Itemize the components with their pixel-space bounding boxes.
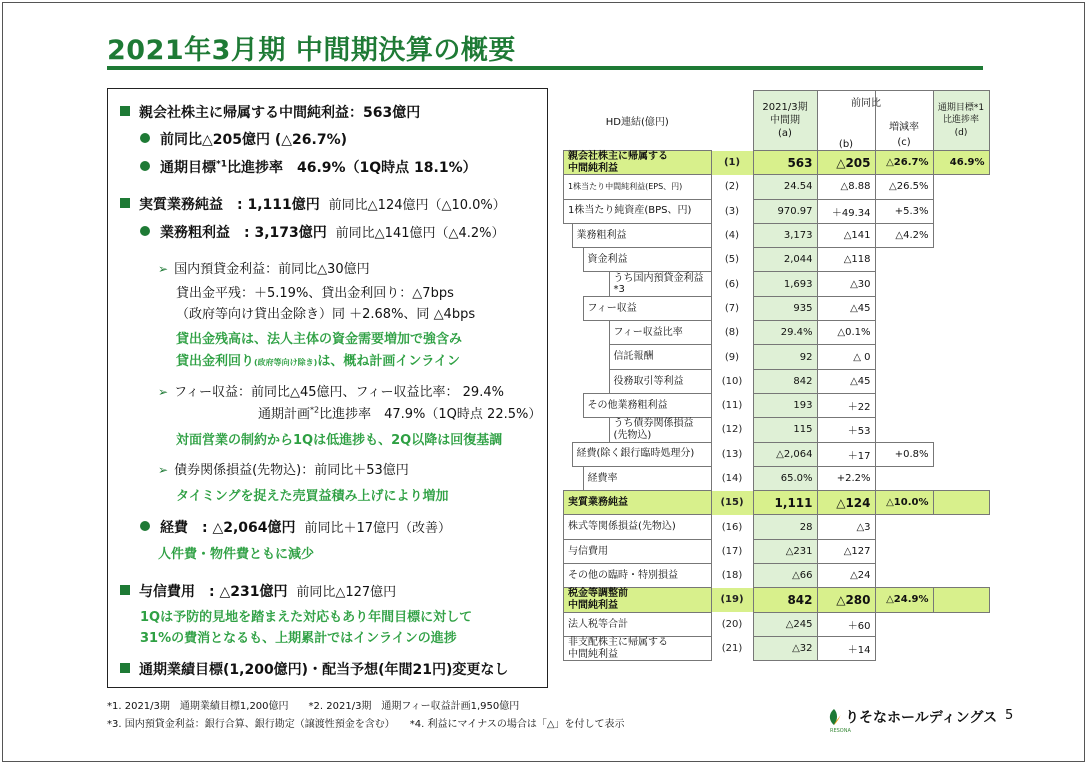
row-label: フィー収益比率 [609,321,711,345]
value-target-progress [933,539,989,563]
table-row [564,345,990,369]
value-target-progress [933,296,989,320]
indent-spacer [572,321,583,345]
circle-bullet-icon [140,521,150,531]
value-target-progress [933,636,989,660]
value-rate: △10.0% [875,491,933,515]
indent-spacer [564,321,573,345]
table-row [564,272,990,296]
value-current: △245 [753,612,817,636]
summary-comment-loan-yield: 貸出金利回り(政府等向け除き)は、概ね計画インライン [176,354,460,369]
value-target-progress [933,564,989,588]
summary-credit-cost: 与信費用 : △231億円 前同比△127億円 [120,581,396,601]
indent-spacer [572,466,583,490]
summary-loan-excl-gov: （政府等向け貸出金除き）同 ＋2.68%、同 △4bps [176,307,476,322]
value-rate: △26.7% [875,151,933,175]
indent-spacer [572,248,583,272]
brand-logo: りそなホールディングス [826,707,997,727]
summary-fee-plan-progress: 通期計画$^{*2}$比進捗率 47.9%（1Q時点 22.5%） [258,405,542,422]
row-number: (7) [724,302,740,314]
table-row [564,175,990,199]
value-target-progress [933,175,989,199]
header-yoy: 前同比 (b) [817,91,875,151]
value-yoy: ＋49.34 [817,199,875,223]
row-label: 法人税等合計 [564,612,712,636]
value-yoy: ＋17 [817,442,875,466]
row-number: (12) [721,424,743,436]
value-yoy: △0.1% [817,321,875,345]
value-target-progress [933,369,989,393]
arrow-bullet-icon: ➢ [158,262,169,276]
value-rate [875,321,933,345]
row-number: (2) [724,181,740,193]
value-yoy: △45 [817,296,875,320]
value-yoy: ＋60 [817,612,875,636]
brand-sub: RESONA [830,728,851,734]
value-rate [875,418,933,442]
square-bullet-icon [120,106,130,116]
summary-comment-expenses: 人件費・物件費ともに減少 [158,547,315,562]
value-current: △231 [753,539,817,563]
value-target-progress [933,491,989,515]
value-target-progress [933,466,989,490]
summary-gross-operating-profit: 業務粗利益 : 3,173億円 前同比△141億円（△4.2%） [140,222,505,242]
value-current: 115 [753,418,817,442]
table-row [564,466,990,490]
indent-spacer [583,272,609,296]
row-label: 役務取引等利益 [609,369,711,393]
resona-logo-icon [826,708,842,726]
row-number: (10) [721,375,743,387]
row-number: (19) [711,588,753,612]
value-rate: +0.8% [875,442,933,466]
value-yoy: △45 [817,369,875,393]
page-number: 5 [1005,708,1014,723]
row-number: (1) [711,151,753,175]
row-number: (6) [724,278,740,290]
value-yoy: ＋14 [817,636,875,660]
table-row [564,442,990,466]
summary-fee-income: ➢ フィー収益：前同比△45億円、フィー収益比率： 29.4% [158,385,504,400]
value-rate [875,466,933,490]
value-current: 65.0% [753,466,817,490]
table-row [564,369,990,393]
row-label: 税金等調整前 中間純利益 [564,588,712,612]
summary-loan-balance: 貸出金平残：＋5.19%、貸出金利回り：△7bps [176,286,454,301]
value-rate [875,248,933,272]
row-label: うち国内預貸金利益 *3 [609,272,711,296]
indent-spacer [564,248,573,272]
value-rate [875,272,933,296]
value-target-progress: 46.9% [933,151,989,175]
value-target-progress [933,612,989,636]
row-label: 株式等関係損益(先物込) [564,515,712,539]
value-current: 3,173 [753,223,817,247]
row-label: 実質業務純益 [564,491,712,515]
value-current: 2,044 [753,248,817,272]
indent-spacer [564,393,573,417]
value-target-progress [933,321,989,345]
indent-spacer [564,418,573,442]
row-label: うち債券関係損益(先物込) [609,418,711,442]
value-rate [875,345,933,369]
row-label: 信託報酬 [609,345,711,369]
value-current: 193 [753,393,817,417]
value-rate [875,612,933,636]
table-row [564,539,990,563]
value-target-progress [933,418,989,442]
value-current: 28 [753,515,817,539]
row-label: 与信費用 [564,539,712,563]
value-target-progress [933,393,989,417]
value-current: △32 [753,636,817,660]
row-label: フィー収益 [583,296,711,320]
value-yoy: +2.2% [817,466,875,490]
value-yoy: △205 [817,151,875,175]
header-rate: 増減率 (c) [875,91,933,151]
indent-spacer [564,369,573,393]
value-target-progress [933,345,989,369]
footnote-2: *3. 国内預貸金利益：銀行合算、銀行勘定（譲渡性預金を含む） *4. 利益にマイナスの場合は「△」を付して表示 [107,719,625,730]
row-number: (17) [721,545,743,557]
value-yoy: △280 [817,588,875,612]
financial-table [563,90,990,661]
page-title: 2021年3月期 中間期決算の概要 [107,35,516,66]
value-target-progress [933,272,989,296]
table-row [564,636,990,660]
table-row [564,393,990,417]
summary-target-progress: 通期目標$^{*1}$比進捗率 46.9%（1Q時点 18.1%） [140,157,477,177]
row-label: 非支配株主に帰属する 中間純利益 [564,636,712,660]
financial-table-body [564,151,990,661]
value-rate [875,564,933,588]
table-row [564,223,990,247]
table-row [564,612,990,636]
value-current: 1,693 [753,272,817,296]
row-label: その他業務粗利益 [583,393,711,417]
indent-spacer [572,369,583,393]
value-target-progress [933,588,989,612]
value-yoy: △30 [817,272,875,296]
summary-net-income: 親会社株主に帰属する中間純利益：563億円 [120,102,420,122]
circle-bullet-icon [140,161,150,171]
value-yoy: △ 0 [817,345,875,369]
summary-domestic-loan-deposit: ➢ 国内預貸金利益：前同比△30億円 [158,262,370,277]
footnote-1: *1. 2021/3期 通期業績目標1,200億円 *2. 2021/3期 通期フィー収益計画1,950億円 [107,701,520,712]
value-current: 92 [753,345,817,369]
summary-comment-credit-1: 1Qは予防的見地を踏まえた対応もあり年間目標に対して [140,610,473,625]
value-rate [875,539,933,563]
value-current: △2,064 [753,442,817,466]
table-row [564,321,990,345]
value-yoy: △3 [817,515,875,539]
indent-spacer [572,393,583,417]
indent-spacer [583,369,609,393]
row-number: (18) [721,570,743,582]
value-current: 842 [753,369,817,393]
value-target-progress [933,442,989,466]
value-yoy: △118 [817,248,875,272]
value-yoy: ＋53 [817,418,875,442]
summary-comment-bond: タイミングを捉えた売買益積み上げにより増加 [176,489,449,504]
title-rule [107,66,983,70]
table-row [564,564,990,588]
header-target: 通期目標*1 比進捗率 (d) [933,91,989,151]
summary-comment-loan-balance: 貸出金残高は、法人主体の資金需要増加で強含み [176,332,463,347]
circle-bullet-icon [140,226,150,236]
square-bullet-icon [120,585,130,595]
value-target-progress [933,248,989,272]
table-row [564,491,990,515]
value-current: △66 [753,564,817,588]
value-current: 563 [753,151,817,175]
table-row [564,151,990,175]
row-number: (4) [724,230,740,242]
row-number: (3) [724,205,740,217]
row-number: (20) [721,618,743,630]
value-current: 935 [753,296,817,320]
row-number: (14) [721,473,743,484]
table-row [564,199,990,223]
row-label: 経費(除く銀行臨時処理分) [572,442,711,466]
summary-bond-gains: ➢ 債券関係損益(先物込)：前同比＋53億円 [158,463,409,478]
indent-spacer [572,296,583,320]
table-row [564,588,990,612]
row-label: 経費率 [583,466,711,490]
table-row [564,296,990,320]
row-number: (8) [724,327,740,339]
header-period: 2021/3期 中間期 (a) [753,91,817,151]
indent-spacer [564,296,573,320]
indent-spacer [572,418,583,442]
row-label: 1株当たり純資産(BPS、円) [564,199,712,223]
table-row [564,248,990,272]
indent-spacer [564,223,573,247]
value-yoy: △124 [817,491,875,515]
table-row [564,418,990,442]
indent-spacer [572,345,583,369]
value-current: 842 [753,588,817,612]
value-yoy: △127 [817,539,875,563]
value-rate [875,369,933,393]
row-label: 業務粗利益 [572,223,711,247]
value-rate [875,636,933,660]
value-rate: △4.2% [875,223,933,247]
summary-comment-fee: 対面営業の制約から1Qは低進捗も、2Q以降は回復基調 [176,433,503,448]
indent-spacer [583,321,609,345]
value-rate: △24.9% [875,588,933,612]
row-number: (15) [711,491,753,515]
row-label: 1株当たり中間純利益(EPS、円) [564,175,712,199]
row-label: 資金利益 [583,248,711,272]
indent-spacer [572,272,583,296]
summary-comment-credit-2: 31%の費消となるも、上期累計ではインラインの進捗 [140,631,457,646]
value-yoy: ＋22 [817,393,875,417]
summary-core-net-business-profit: 実質業務純益 : 1,111億円 前同比△124億円（△10.0%） [120,194,506,214]
value-yoy: △141 [817,223,875,247]
circle-bullet-icon [140,133,150,143]
value-rate [875,296,933,320]
value-target-progress [933,223,989,247]
arrow-bullet-icon: ➢ [158,463,169,477]
indent-spacer [564,442,573,466]
value-current: 970.97 [753,199,817,223]
value-yoy: △8.88 [817,175,875,199]
row-number: (9) [724,351,740,363]
row-number: (16) [721,521,743,533]
value-rate [875,515,933,539]
row-number: (5) [724,254,740,266]
indent-spacer [564,345,573,369]
value-yoy: △24 [817,564,875,588]
square-bullet-icon [120,663,130,673]
square-bullet-icon [120,198,130,208]
arrow-bullet-icon: ➢ [158,385,169,399]
value-rate: +5.3% [875,199,933,223]
row-number: (11) [721,400,743,412]
indent-spacer [583,345,609,369]
value-current: 24.54 [753,175,817,199]
row-number: (13) [721,448,743,460]
value-rate [875,393,933,417]
table-header-row [564,91,990,151]
value-current: 29.4% [753,321,817,345]
row-label: その他の臨時・特別損益 [564,564,712,588]
value-target-progress [933,515,989,539]
row-number: (21) [721,643,743,655]
value-current: 1,111 [753,491,817,515]
unit-label: HD連結(億円) [605,116,669,128]
indent-spacer [583,418,609,442]
value-rate: △26.5% [875,175,933,199]
summary-guidance-unchanged: 通期業績目標(1,200億円)・配当予想(年間21円)変更なし [120,659,508,679]
indent-spacer [564,466,573,490]
value-target-progress [933,199,989,223]
indent-spacer [564,272,573,296]
row-label: 親会社株主に帰属する 中間純利益 [564,151,712,175]
summary-net-income-yoy: 前同比△205億円 (△26.7%) [140,129,347,149]
table-row [564,515,990,539]
summary-expenses: 経費 : △2,064億円 前同比＋17億円（改善） [140,517,451,537]
